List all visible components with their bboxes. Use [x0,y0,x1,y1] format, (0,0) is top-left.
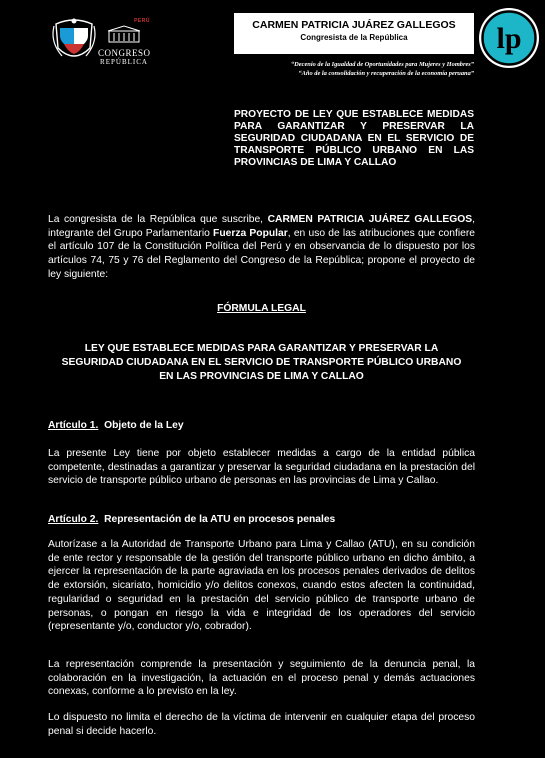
formula-legal-heading: FÓRMULA LEGAL [217,303,306,314]
article2-number: Artículo 2. [48,514,99,525]
article2-paragraph2: La representación comprende la presentación y seguimiento de la denuncia penal, la colaboración en la investigación, la actuación en el proceso penal y demás actuaciones conexas, conforme a lo previsto en la ley. [48,659,475,698]
national-seal-icon [52,18,96,66]
intro-part3: , en uso de las atribuciones que confiere el artículo 107 de la Constitución Política del Perú y en observancia de lo dispuesto por los artículos 74, 75 y 76 del Reglamento del Congreso de la República; propone el proyecto de ley siguiente: [48,227,475,280]
article2-paragraph1: Autorízase a la Autoridad de Transporte Urbano para Lima y Callao (ATU), en su condición de ente rector y responsable de la gestión del transporte público urbano en dicho ámbito, a ejercer la representación de la parte agraviada en los procesos penales derivados de delitos de extorsión, sicariato, homicidio y/o delitos conexos, cuando estos afecten la continuidad, regularidad o seguridad en la prestación del servicio público de transporte urbano de personas, o pongan en riesgo la vida e integridad de los operadores del servicio (representante y/o, conductor y/o, cobrador). [48,539,475,633]
intro-name: CARMEN PATRICIA JUÁREZ GALLEGOS [267,214,473,225]
congress-building-icon [107,25,141,43]
article1-number: Artículo 1. [48,420,99,431]
article2-paragraph3: Lo dispuesto no limita el derecho de la víctima de intervenir en cualquier etapa del proceso penal si decide hacerlo. [48,712,475,737]
article2-title: Representación de la ATU en procesos penales [104,514,336,525]
article1-text: La presente Ley tiene por objeto establecer medidas a cargo de la entidad pública competente, destinadas a garantizar y preservar la seguridad ciudadana en la prestación del servicio de transporte público urbano de personas en las provincias de Lima y Callao. [48,448,475,487]
intro-paragraph [48,213,475,282]
article2-heading [48,514,335,525]
lp-badge-text: lp [496,22,522,55]
congreso-logo-line2: REPÚBLICA [100,58,148,66]
motto-year: “Año de la consolidación y recuperación de la economía peruana” [298,70,474,77]
bill-title: PROYECTO DE LEY QUE ESTABLECE MEDIDAS PARA GARANTIZAR Y PRESERVAR LA SEGURIDAD CIUDADANA EN EL SERVICIO DE TRANSPORTE PÚBLICO URBANO EN LAS PROVINCIAS DE LIMA Y CALLAO [234,109,474,168]
intro-party: Fuerza Popular [213,227,288,239]
motto-decade: “Decenio de la Igualdad de Oportunidades para Mujeres y Hombres” [290,61,474,68]
congreso-logo-line1: CONGRESO [98,48,151,58]
congreso-logo-country: PERÚ [134,18,150,24]
article1-heading [48,420,184,431]
congresswoman-role: Congresista de la República [300,33,408,42]
article1-title: Objeto de la Ley [104,420,184,431]
law-title: LEY QUE ESTABLECE MEDIDAS PARA GARANTIZAR Y PRESERVAR LA SEGURIDAD CIUDADANA EN EL SERVICIO DE TRANSPORTE PÚBLICO URBANO EN LAS PROVINCIAS DE LIMA Y CALLAO [61,343,462,382]
congresswoman-name: CARMEN PATRICIA JUÁREZ GALLEGOS [252,19,456,31]
intro-part1: La congresista de la República que suscribe, [48,214,268,225]
congresswoman-namebox [234,13,474,54]
congreso-logo [98,18,150,70]
intro-part2: , integrante del Grupo Parlamentario [48,214,475,239]
official-mottos [212,60,474,78]
lp-watermark-logo [477,6,541,70]
